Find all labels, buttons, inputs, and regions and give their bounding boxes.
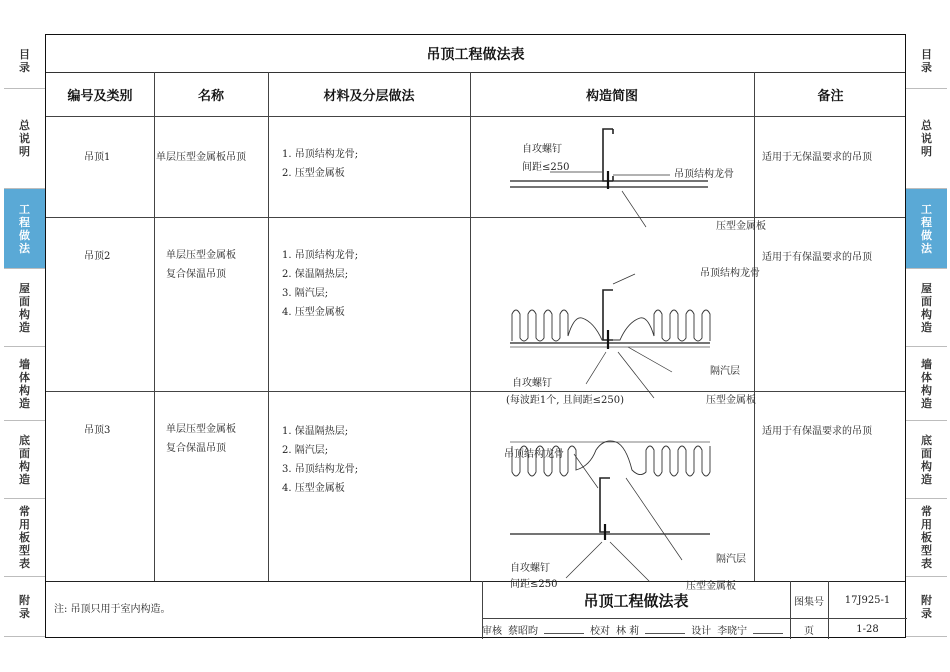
row1-materials: 1. 吊顶结构龙骨; 2. 压型金属板 bbox=[282, 149, 359, 179]
row1-id: 吊顶1 bbox=[84, 152, 111, 163]
drawing-sheet bbox=[45, 34, 906, 638]
row2-materials: 1. 吊顶结构龙骨; 2. 保温隔热层; 3. 隔汽层; 4. 压型金属板 bbox=[282, 250, 359, 318]
panel-label: 压型金属板 bbox=[716, 221, 766, 232]
tb-check-label: 校对 bbox=[590, 625, 610, 637]
side-tab-contents[interactable]: 目录 bbox=[906, 34, 947, 89]
row3-remark: 适用于有保温要求的吊顶 bbox=[762, 426, 872, 437]
spacing-label: 间距≤250 bbox=[510, 579, 558, 590]
diagram-ceiling-2 bbox=[470, 218, 760, 406]
screw-label: 自攻螺钉 bbox=[522, 144, 562, 155]
row1-name: 单层压型金属板吊顶 bbox=[156, 152, 246, 163]
right-sidebar bbox=[906, 34, 947, 637]
side-tab-roof[interactable]: 屋面构造 bbox=[906, 269, 947, 347]
side-tab-bottom[interactable]: 底面构造 bbox=[906, 421, 947, 499]
row1-remark: 适用于无保温要求的吊顶 bbox=[762, 152, 872, 163]
row3-name: 单层压型金属板 复合保温吊顶 bbox=[166, 424, 236, 454]
side-tab-panel[interactable]: 常用板型表 bbox=[4, 499, 45, 577]
signature-mark bbox=[753, 625, 783, 634]
side-tab-general[interactable]: 总说明 bbox=[4, 89, 45, 189]
keel-label: 吊顶结构龙骨 bbox=[504, 449, 564, 460]
side-tab-bottom[interactable]: 底面构造 bbox=[4, 421, 45, 499]
tb-signatures bbox=[482, 619, 790, 639]
keel-label: 吊顶结构龙骨 bbox=[674, 169, 734, 180]
header-id: 编号及类别 bbox=[67, 88, 133, 104]
vapor-label: 隔汽层 bbox=[716, 554, 746, 565]
row2-name: 单层压型金属板 复合保温吊顶 bbox=[166, 250, 236, 280]
row-divider bbox=[46, 581, 905, 582]
side-tab-appendix[interactable]: 附录 bbox=[4, 577, 45, 637]
table-title: 吊顶工程做法表 bbox=[46, 35, 905, 73]
row3-panel-label: 压型金属板 bbox=[686, 581, 736, 592]
side-tab-wall[interactable]: 墙体构造 bbox=[4, 347, 45, 421]
col-divider bbox=[154, 72, 155, 581]
tb-atlas-no: 17J925-1 bbox=[844, 594, 891, 606]
spacing-label: 间距≤250 bbox=[522, 162, 570, 173]
header-diagram: 构造简图 bbox=[585, 88, 638, 104]
panel-label: 压型金属板 bbox=[706, 395, 756, 406]
spacing-label: (每波距1个, 且间距≤250) bbox=[506, 395, 624, 406]
left-sidebar bbox=[4, 34, 45, 637]
tb-reviewer: 蔡昭昀 bbox=[508, 625, 538, 637]
header-materials: 材料及分层做法 bbox=[323, 88, 415, 104]
footer-note: 注: 吊顶只用于室内构造。 bbox=[54, 604, 171, 615]
tb-atlas-label: 图集号 bbox=[794, 596, 824, 608]
side-tab-wall[interactable]: 墙体构造 bbox=[906, 347, 947, 421]
side-tab-roof[interactable]: 屋面构造 bbox=[4, 269, 45, 347]
row3-id: 吊顶3 bbox=[84, 425, 111, 436]
side-tab-general[interactable]: 总说明 bbox=[906, 89, 947, 189]
side-tab-engineering[interactable]: 工程做法 bbox=[4, 189, 45, 269]
c-keel-profile bbox=[600, 478, 610, 532]
keel-label: 吊顶结构龙骨 bbox=[700, 268, 760, 279]
side-tab-panel[interactable]: 常用板型表 bbox=[906, 499, 947, 577]
side-tab-contents[interactable]: 目录 bbox=[4, 34, 45, 89]
col-divider bbox=[268, 72, 269, 581]
side-tab-engineering[interactable]: 工程做法 bbox=[906, 189, 947, 269]
signature-mark bbox=[645, 625, 685, 634]
col-divider bbox=[754, 72, 755, 581]
row2-remark: 适用于有保温要求的吊顶 bbox=[762, 252, 872, 263]
screw-label: 自攻螺钉 bbox=[512, 378, 552, 389]
row2-id: 吊顶2 bbox=[84, 251, 111, 262]
insulation-wave bbox=[512, 310, 710, 341]
signature-mark bbox=[544, 625, 584, 634]
vapor-label: 隔汽层 bbox=[710, 366, 740, 377]
tb-design-label: 设计 bbox=[691, 625, 712, 637]
header-remark: 备注 bbox=[817, 88, 844, 104]
header-name: 名称 bbox=[197, 88, 224, 104]
side-tab-appendix[interactable]: 附录 bbox=[906, 577, 947, 637]
row3-materials: 1. 保温隔热层; 2. 隔汽层; 3. 吊顶结构龙骨; 4. 压型金属板 bbox=[282, 426, 359, 494]
tb-designer: 李晓宁 bbox=[717, 625, 748, 637]
tb-page-no: 1-28 bbox=[856, 623, 879, 635]
screw-label: 自攻螺钉 bbox=[510, 563, 550, 574]
tb-checker: 林 莉 bbox=[616, 625, 640, 637]
diagram-ceiling-1 bbox=[470, 117, 766, 232]
tb-review-label: 审核 bbox=[482, 625, 502, 637]
tb-drawing-title: 吊顶工程做法表 bbox=[583, 591, 689, 610]
tb-page-label: 页 bbox=[804, 625, 814, 637]
